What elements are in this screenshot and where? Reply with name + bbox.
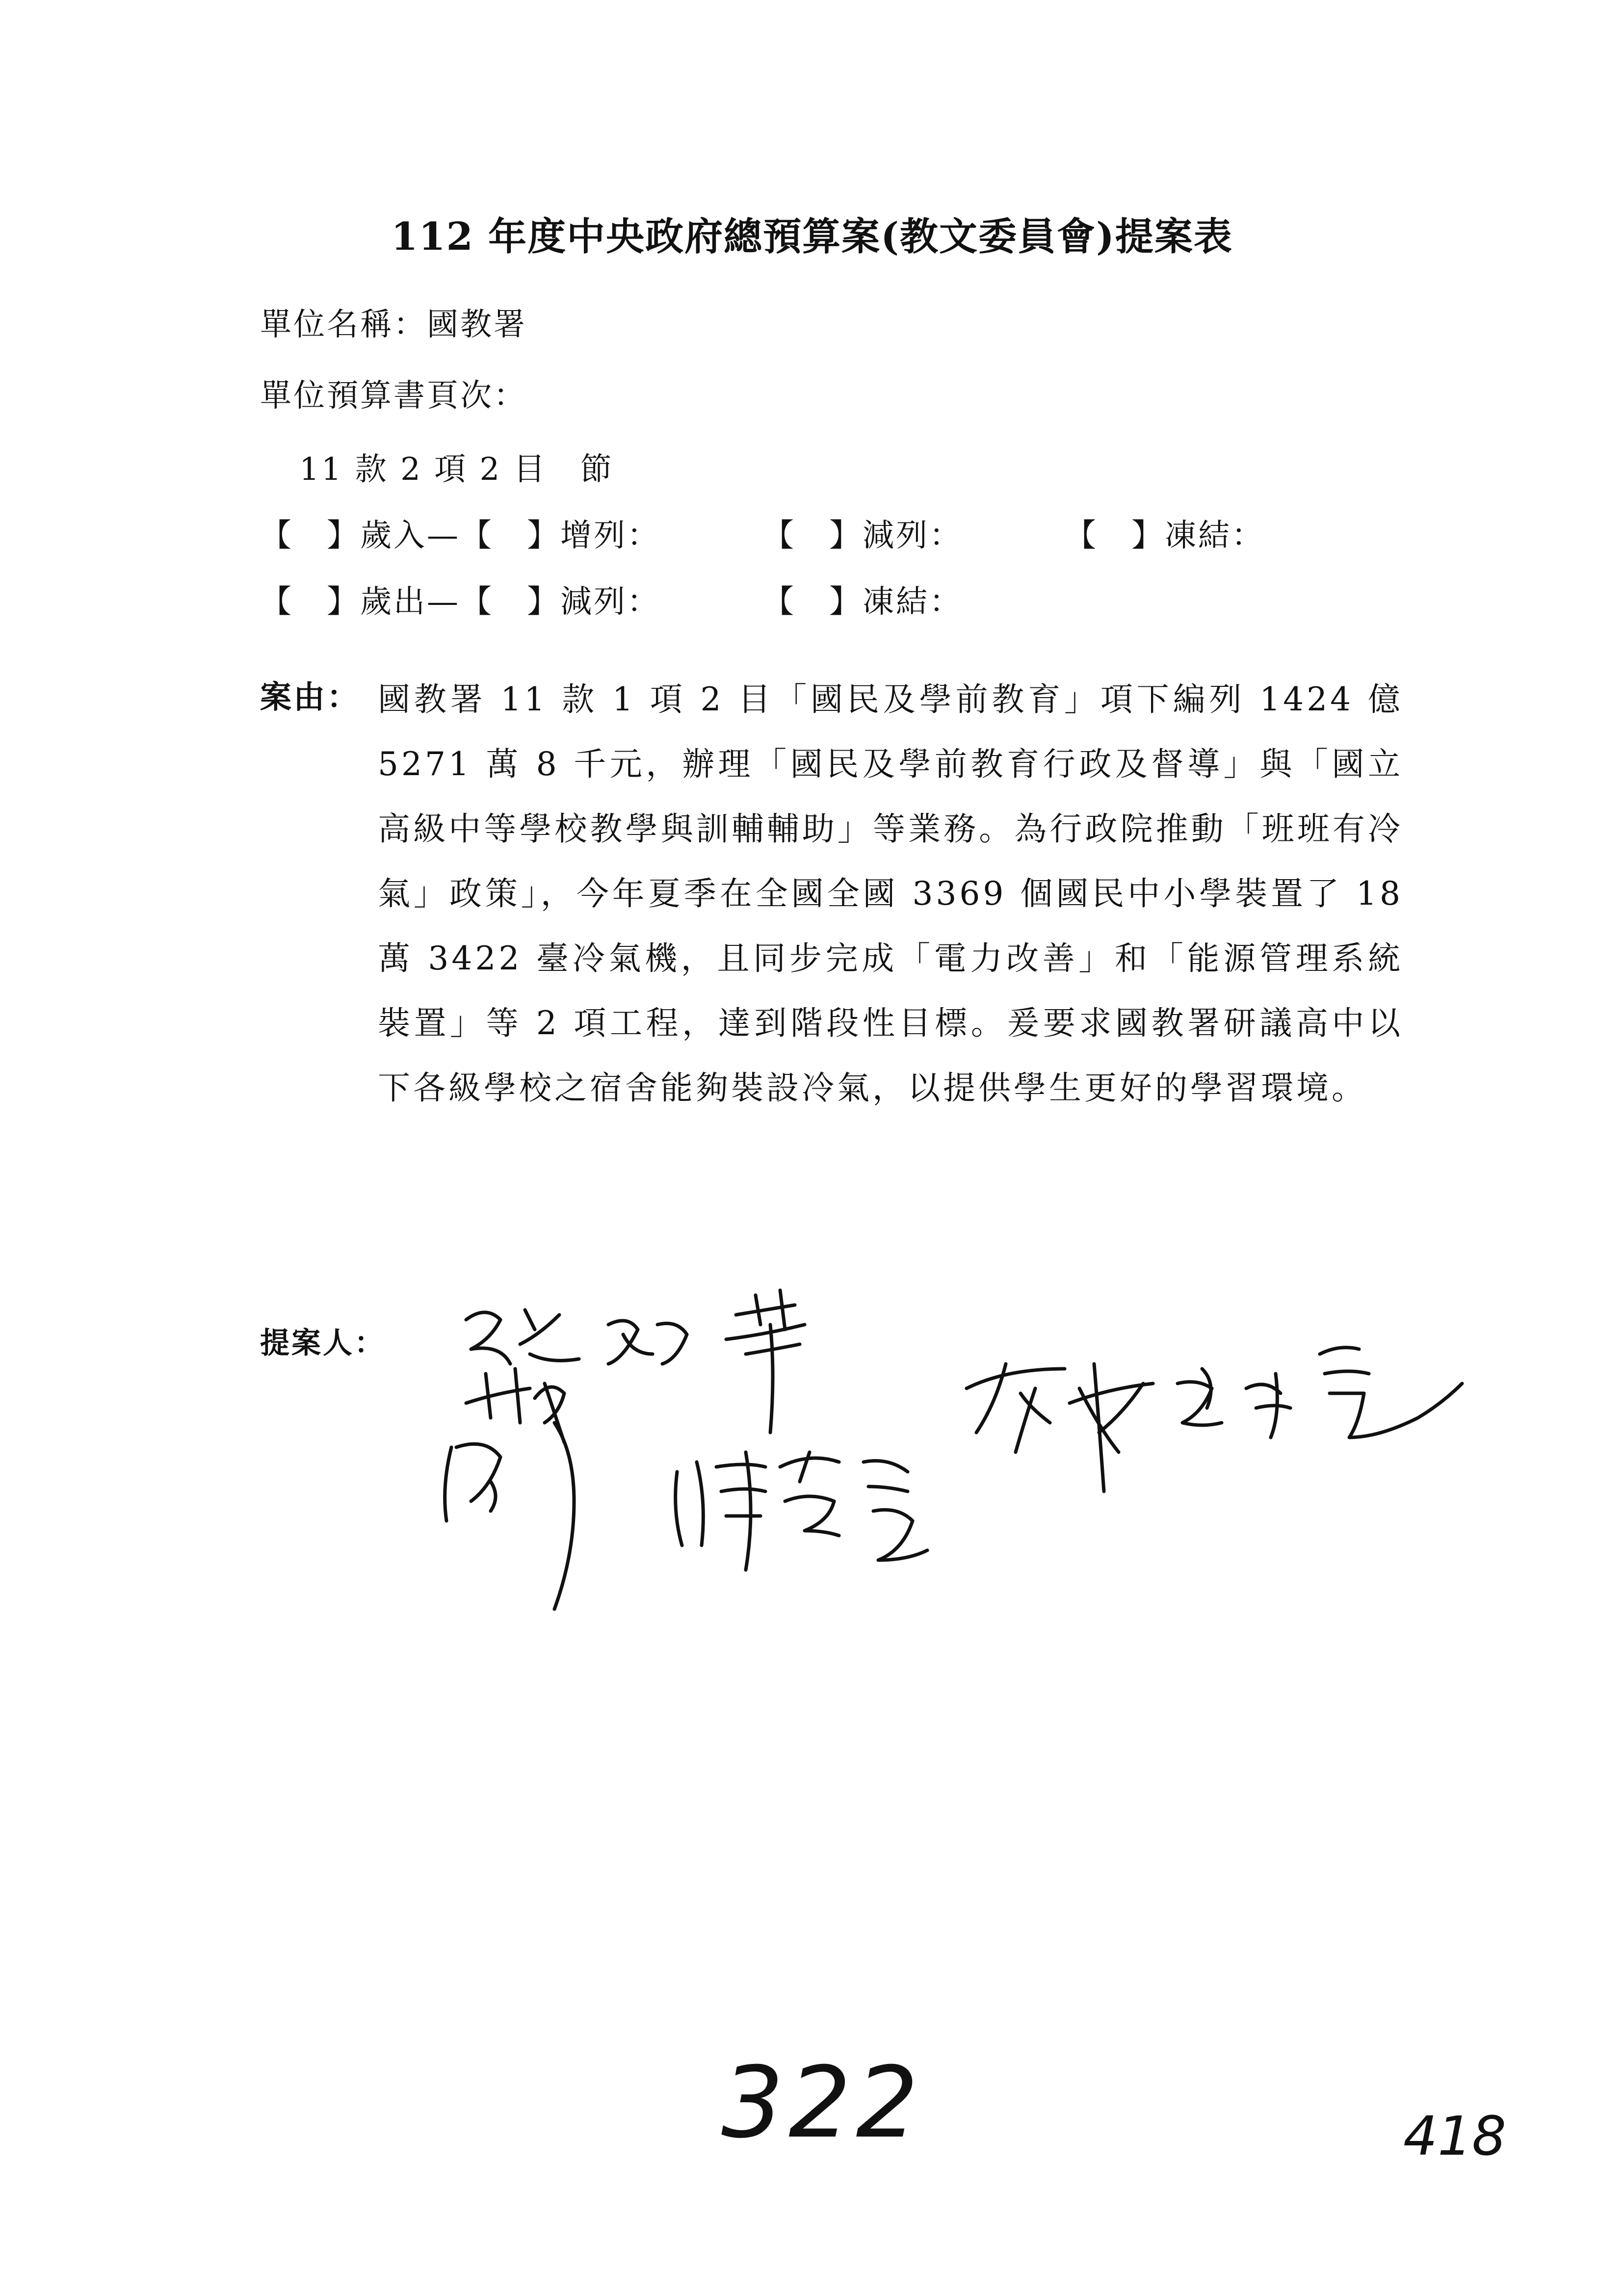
expense-row: 【 】歲出—【 】減列： 【 】凍結： (260, 584, 963, 620)
unit-budget-page: 單位預算書頁次： (260, 378, 527, 414)
page-number: 418 (1403, 2105, 1506, 2167)
signature-1 (466, 1290, 805, 1433)
revenue-row: 【 】歲入—【 】增列： 【 】減列： 【 】凍結： (260, 518, 1265, 554)
reason-text: 國教署 11 款 1 項 2 目「國民及學前教育」項下編列 1424 億 5271 萬 8 千元，辦理「國民及學前教育行政及督導」與「國立高級中等學校教學與訓輔輔助」等業務。為行政院推動「班班有冷氣」政策」，今年夏季在全國全國 3369 個國民中小學裝置了 18 萬 3422 臺冷氣機，且同步完成「電力改善」和「能源管理系統裝置」等 2 項工程，達到階段性目標。爰要求國教署研議高中以下各級學校之宿舍能夠裝設冷氣，以提供學生更好的學習環境。 (378, 680, 1403, 1107)
signature-2 (445, 1369, 574, 1609)
proposer-label: 提案人： (260, 1326, 386, 1360)
signature-3 (676, 1452, 927, 1570)
page-title: 112 年度中央政府總預算案(教文委員會)提案表 (391, 214, 1233, 259)
section-reference: 11 款 2 項 2 目 節 (299, 451, 614, 488)
handwritten-number: 322 (721, 2046, 923, 2160)
reason-label: 案由： (260, 679, 360, 716)
unit-name: 單位名稱：國教署 (260, 307, 527, 343)
signature-4 (967, 1348, 1462, 1491)
